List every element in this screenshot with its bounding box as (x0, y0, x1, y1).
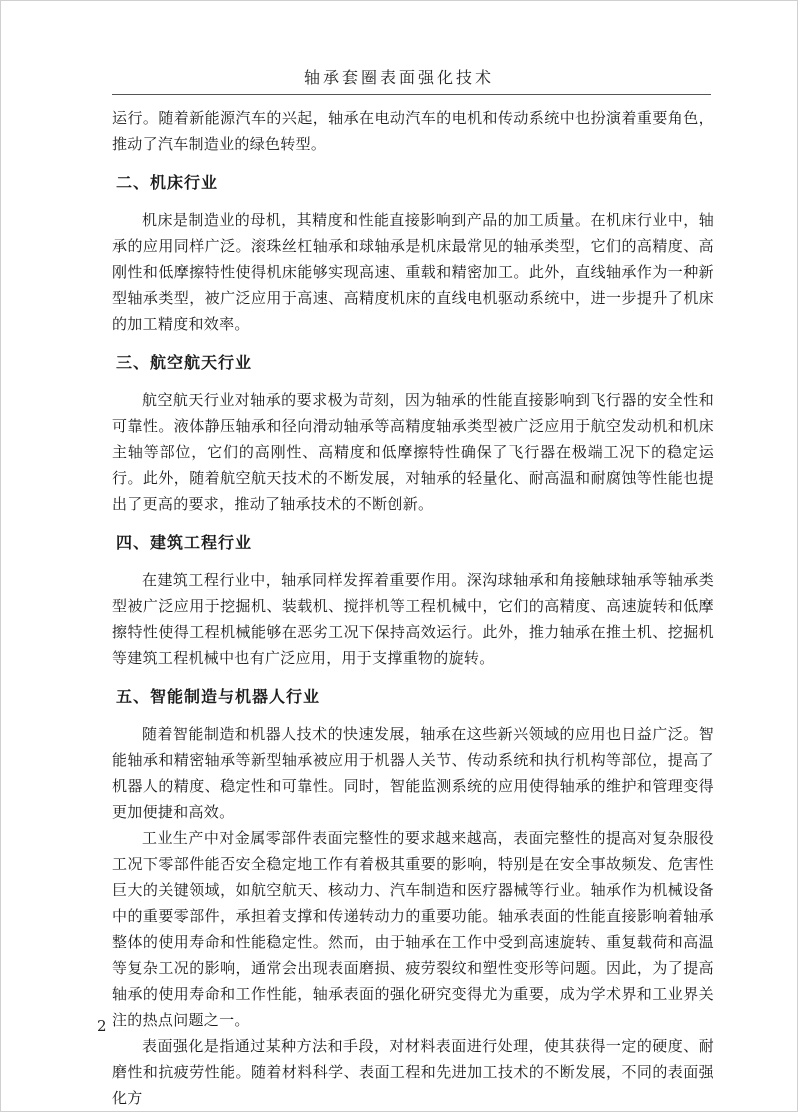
paragraph: 航空航天行业对轴承的要求极为苛刻，因为轴承的性能直接影响到飞行器的安全性和可靠性。液体静压轴承和径向滑动轴承等高精度轴承类型被广泛应用于航空发动机和机床主轴等部位，它们的高刚性、高精度和低摩擦特性确保了飞行器在极端工况下的稳定运行。此外，随着航空航天技术的不断发展，对轴承的轻量化、耐高温和耐腐蚀等性能也提出了更高的要求，推动了轴承技术的不断创新。 (112, 391, 714, 513)
section-heading: 四、建筑工程行业 (116, 533, 253, 552)
page-number: 2 (97, 1017, 107, 1035)
body-content (112, 105, 714, 1111)
section-heading: 二、机床行业 (116, 173, 219, 192)
paragraph: 在建筑工程行业中，轴承同样发挥着重要作用。深沟球轴承和角接触球轴承等轴承类型被广泛应用于挖掘机、装载机、搅拌机等工程机械中，它们的高精度、高速旋转和低摩擦特性使得工程机械能够在恶劣工况下保持高效运行。此外，推力轴承在推土机、挖掘机等建筑工程机械中也有广泛应用，用于支撑重物的旋转。 (112, 571, 714, 667)
section-heading: 五、智能制造与机器人行业 (116, 687, 321, 706)
paragraph: 随着智能制造和机器人技术的快速发展，轴承在这些新兴领域的应用也日益广泛。智能轴承和精密轴承等新型轴承被应用于机器人关节、传动系统和执行机构等部位，提高了机器人的精度、稳定性和可靠性。同时，智能监测系统的应用使得轴承的维护和管理变得更加便捷和高效。 (112, 725, 714, 821)
header-rule (112, 94, 711, 95)
paragraph: 运行。随着新能源汽车的兴起，轴承在电动汽车的电机和传动系统中也扮演着重要角色，推动了汽车制造业的绿色转型。 (112, 109, 714, 153)
section-heading: 三、航空航天行业 (116, 353, 253, 372)
paragraph: 表面强化是指通过某种方法和手段，对材料表面进行处理，使其获得一定的硬度、耐磨性和抗疲劳性能。随着材料科学、表面工程和先进加工技术的不断发展，不同的表面强化方 (112, 1037, 714, 1107)
paragraph: 工业生产中对金属零部件表面完整性的要求越来越高，表面完整性的提高对复杂服役工况下零部件能否安全稳定地工作有着极其重要的影响，特别是在安全事故频发、危害性巨大的关键领域，如航空航天、核动力、汽车制造和医疗器械等行业。轴承作为机械设备中的重要零部件，承担着支撑和传递转动力的重要功能。轴承表面的性能直接影响着轴承整体的使用寿命和性能稳定性。然而，由于轴承在工作中受到高速旋转、重复载荷和高温等复杂工况的影响，通常会出现表面磨损、疲劳裂纹和塑性变形等问题。因此，为了提高轴承的使用寿命和工作性能，轴承表面的强化研究变得尤为重要，成为学术界和工业界关注的热点问题之一。 (112, 829, 714, 1029)
running-header: 轴承套圈表面强化技术 (303, 68, 494, 87)
paragraph: 机床是制造业的母机，其精度和性能直接影响到产品的加工质量。在机床行业中，轴承的应用同样广泛。滚珠丝杠轴承和球轴承是机床最常见的轴承类型，它们的高精度、高刚性和低摩擦特性使得机床能够实现高速、重载和精密加工。此外，直线轴承作为一种新型轴承类型，被广泛应用于高速、高精度机床的直线电机驱动系统中，进一步提升了机床的加工精度和效率。 (112, 211, 714, 333)
